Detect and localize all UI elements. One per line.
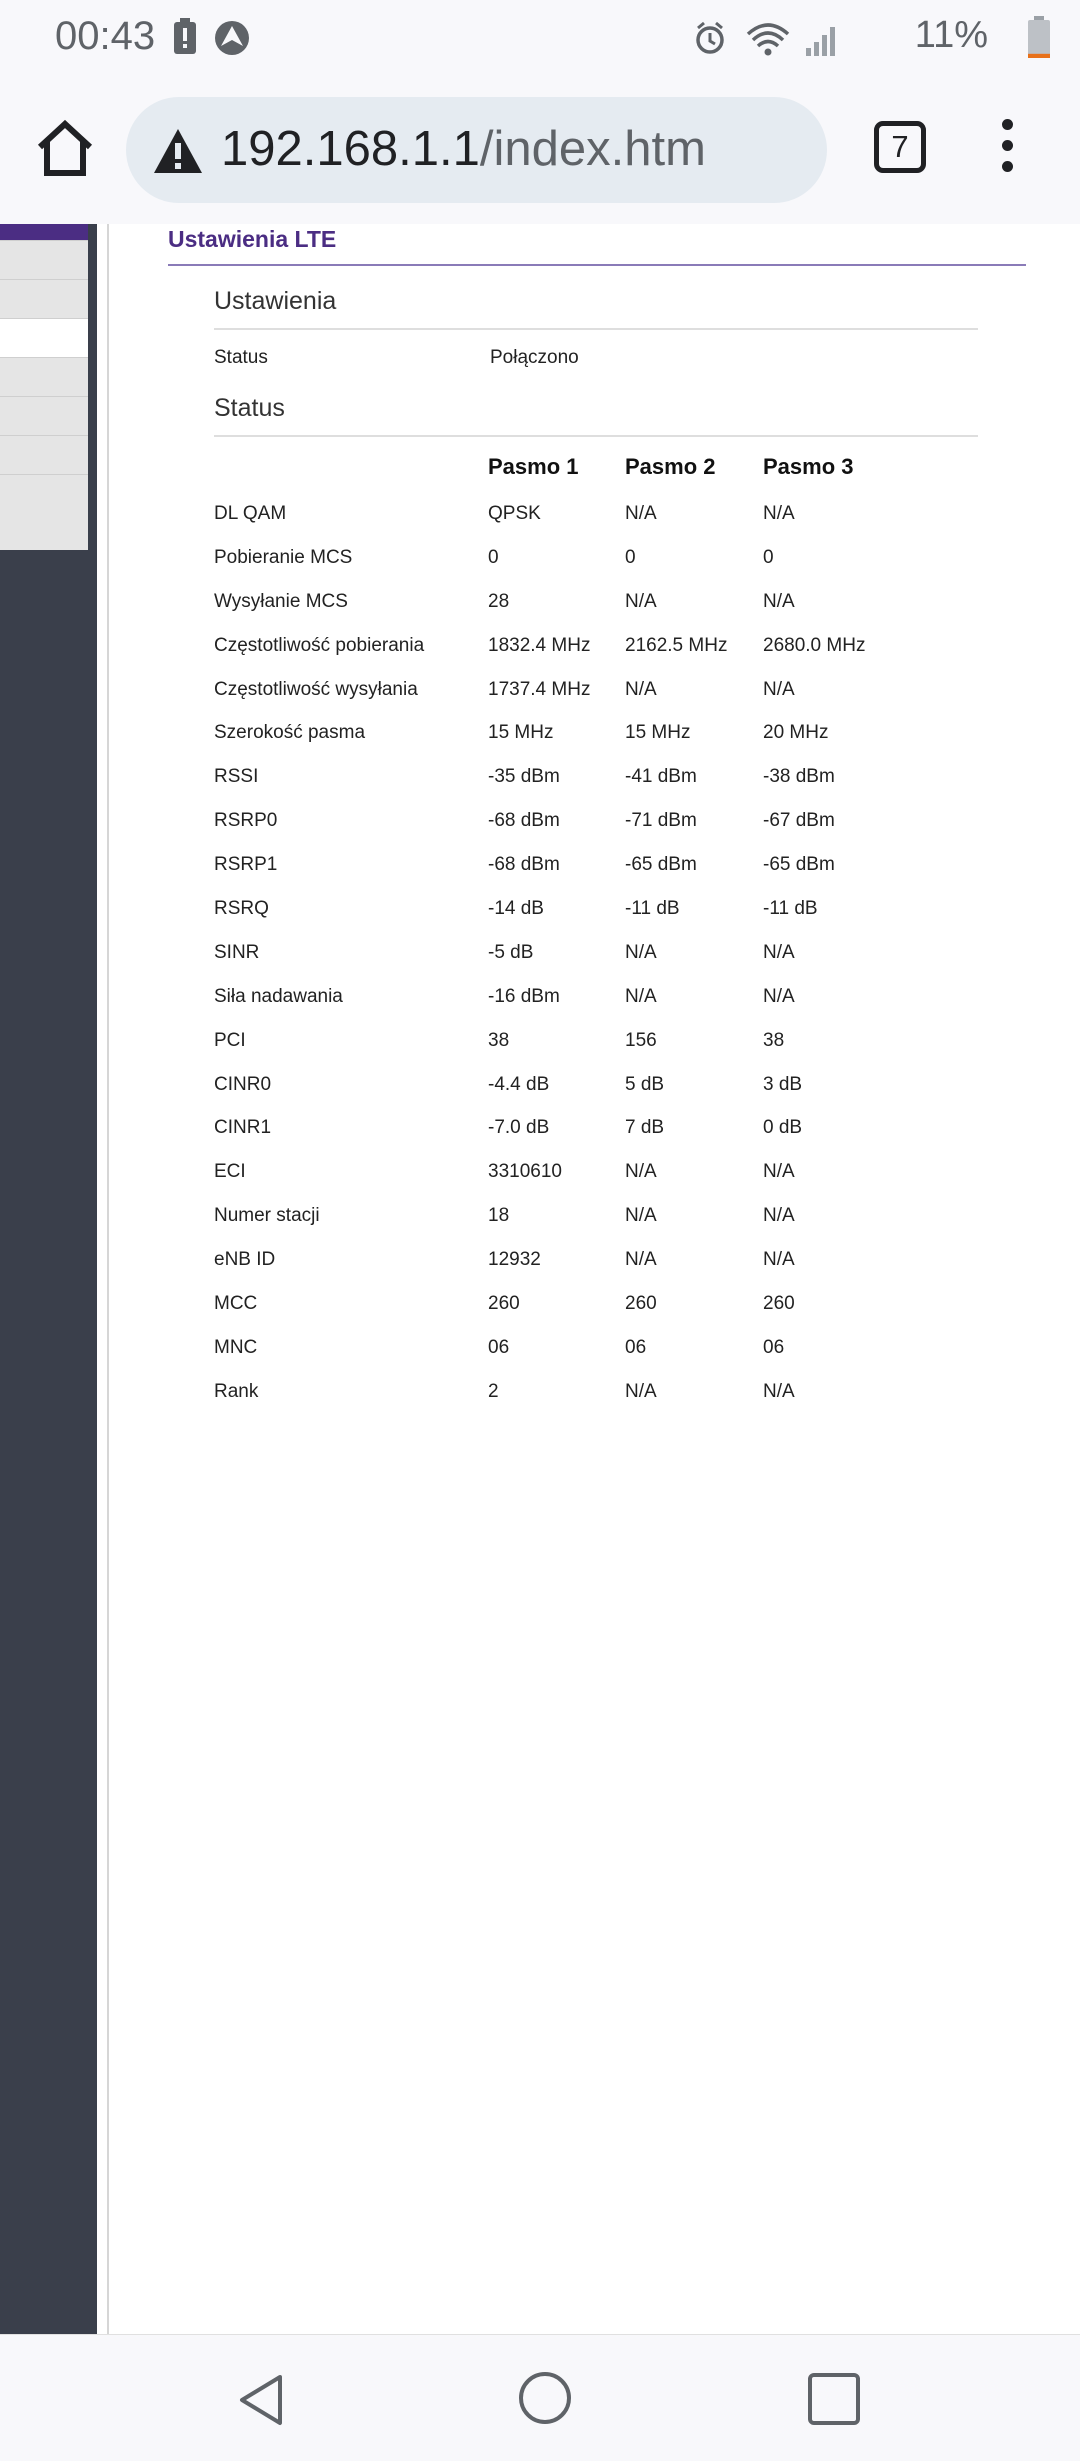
band-2-value: N/A [625,1161,657,1183]
row-label: Częstotliwość pobierania [214,634,425,656]
sidebar-item[interactable] [0,474,88,550]
band-2-value: -65 dBm [625,854,697,876]
band-1-value: -68 dBm [488,854,560,876]
table-row [214,755,913,799]
sidebar-item-active[interactable] [0,318,88,357]
band-3-value: 06 [763,1336,785,1358]
table-header-row [214,442,913,492]
address-bar[interactable] [126,97,827,203]
band-3-value: N/A [763,590,795,612]
row-label: Rank [214,1380,259,1402]
band-2-value: 2162.5 MHz [625,634,728,656]
band-2-value: N/A [625,590,657,612]
band-3-value: N/A [763,985,795,1007]
sidebar-item[interactable] [0,435,88,474]
browser-toolbar [0,75,1080,224]
table-row [214,668,913,712]
table-row [214,624,913,668]
connection-status-value: Połączono [490,347,579,368]
row-label: Pobieranie MCS [214,546,353,568]
band-3-value: 3 dB [763,1073,803,1095]
band-1-value: 2 [488,1380,499,1402]
settings-heading: Ustawienia [214,287,337,315]
section-divider [214,328,978,330]
table-row [214,843,913,887]
sidebar-divider [97,224,109,2334]
band-3-value: 260 [763,1292,795,1314]
band-3-value: N/A [763,1161,795,1183]
band-2-value: 260 [625,1292,657,1314]
band-2-value: N/A [625,985,657,1007]
band-2-value: -11 dB [625,897,680,919]
band-1-value: 06 [488,1336,510,1358]
row-label: Numer stacji [214,1205,320,1227]
band-2-value: N/A [625,941,657,963]
row-label: RSSI [214,766,259,788]
lte-status-table [214,442,913,1414]
wifi-icon [748,25,788,56]
row-label: CINR1 [214,1117,272,1139]
table-row [214,580,913,624]
connection-status-label: Status [214,347,268,368]
band-2-value: N/A [625,1205,657,1227]
band-3-value: 0 dB [763,1117,803,1139]
band-1-value: 28 [488,590,510,612]
band-1-value: -4.4 dB [488,1073,550,1095]
table-row [214,1063,913,1107]
system-nav-bar [0,2334,1080,2461]
band-2-value: N/A [625,678,657,700]
row-label: RSRP1 [214,854,278,876]
band-1-value: 12932 [488,1249,541,1271]
band-1-value: -16 dBm [488,985,560,1007]
status-bar [0,0,1080,75]
band-1-value: -35 dBm [488,766,560,788]
row-label: DL QAM [214,502,287,524]
url-text[interactable] [221,121,706,177]
clock: 00:43 [55,14,156,58]
column-header-band-1: Pasmo 1 [488,454,579,479]
table-row [214,1194,913,1238]
table-row [214,1106,913,1150]
row-label: ECI [214,1161,246,1183]
overflow-menu-icon[interactable] [992,119,1022,183]
sidebar-item[interactable] [0,396,88,435]
band-1-value: 15 MHz [488,722,554,744]
row-label: RSRP0 [214,810,278,832]
url-path: /index.htm [479,122,706,176]
band-1-value: -68 dBm [488,810,560,832]
row-label: Siła nadawania [214,985,343,1007]
table-row [214,711,913,755]
band-2-value: 15 MHz [625,722,691,744]
row-label: PCI [214,1029,246,1051]
row-label: Częstotliwość wysyłania [214,678,418,700]
tab-switcher-icon[interactable]: 7 [874,121,926,173]
band-3-value: -67 dBm [763,810,835,832]
band-2-value: -41 dBm [625,766,697,788]
cell-signal-icon [806,27,835,56]
band-2-value: N/A [625,1249,657,1271]
band-3-value: N/A [763,502,795,524]
column-header-band-2: Pasmo 2 [625,454,716,479]
band-1-value: -14 dB [488,897,544,919]
band-3-value: 0 [763,546,774,568]
row-label: Szerokość pasma [214,722,366,744]
band-1-value: QPSK [488,502,541,524]
band-2-value: N/A [625,1380,657,1402]
sidebar-item[interactable] [0,357,88,396]
band-2-value: 7 dB [625,1117,665,1139]
column-header-band-3: Pasmo 3 [763,454,854,479]
battery-icon [1026,16,1052,60]
row-label: Wysyłanie MCS [214,590,348,612]
table-row [214,1238,913,1282]
band-1-value: 1737.4 MHz [488,678,591,700]
battery-percent: 11% [914,14,988,56]
row-label: CINR0 [214,1073,272,1095]
status-heading: Status [214,394,285,422]
band-3-value: N/A [763,1205,795,1227]
band-3-value: 2680.0 MHz [763,634,866,656]
column-header [214,442,488,492]
url-host: 192.168.1.1 [221,122,480,176]
band-1-value: 3310610 [488,1161,562,1183]
battery-alert-icon [174,18,196,54]
section-divider [214,435,978,437]
table-row [214,1150,913,1194]
page-title: Ustawienia LTE [168,226,337,252]
band-1-value: 0 [488,546,499,568]
band-3-value: N/A [763,941,795,963]
table-row [214,975,913,1019]
table-row [214,492,913,536]
table-row [214,799,913,843]
band-1-value: 1832.4 MHz [488,634,591,656]
table-row [214,1370,913,1414]
band-2-value: 0 [625,546,636,568]
band-1-value: 38 [488,1029,510,1051]
home-icon[interactable] [30,113,100,183]
band-3-value: -65 dBm [763,854,835,876]
band-3-value: -38 dBm [763,766,835,788]
row-label: MNC [214,1336,258,1358]
sidebar-item[interactable] [0,240,88,279]
band-1-value: 18 [488,1205,510,1227]
table-row [214,1282,913,1326]
band-3-value: N/A [763,1249,795,1271]
band-3-value: -11 dB [763,897,818,919]
table-row [214,536,913,580]
sidebar [0,224,97,2334]
table-row [214,1326,913,1370]
title-divider [168,264,1026,266]
warning-icon[interactable] [152,127,204,175]
back-icon[interactable] [236,2373,286,2427]
table-row [214,887,913,931]
band-2-value: -71 dBm [625,810,697,832]
band-1-value: -7.0 dB [488,1117,550,1139]
row-label: MCC [214,1292,258,1314]
band-3-value: N/A [763,678,795,700]
band-2-value: 5 dB [625,1073,665,1095]
band-2-value: N/A [625,502,657,524]
row-label: RSRQ [214,897,269,919]
navigation-app-icon [215,21,249,55]
band-3-value: N/A [763,1380,795,1402]
row-label: eNB ID [214,1249,276,1271]
band-3-value: 38 [763,1029,785,1051]
band-1-value: 260 [488,1292,520,1314]
sidebar-item[interactable] [0,279,88,318]
table-row [214,931,913,975]
recents-icon[interactable] [808,2373,860,2425]
band-1-value: -5 dB [488,941,534,963]
band-2-value: 06 [625,1336,647,1358]
row-label: SINR [214,941,260,963]
table-row [214,1019,913,1063]
band-2-value: 156 [625,1029,657,1051]
band-3-value: 20 MHz [763,722,829,744]
home-circle-icon[interactable] [519,2372,571,2424]
sidebar-accent-bar [0,224,88,240]
alarm-icon [698,23,722,52]
notification-icons [172,18,262,63]
